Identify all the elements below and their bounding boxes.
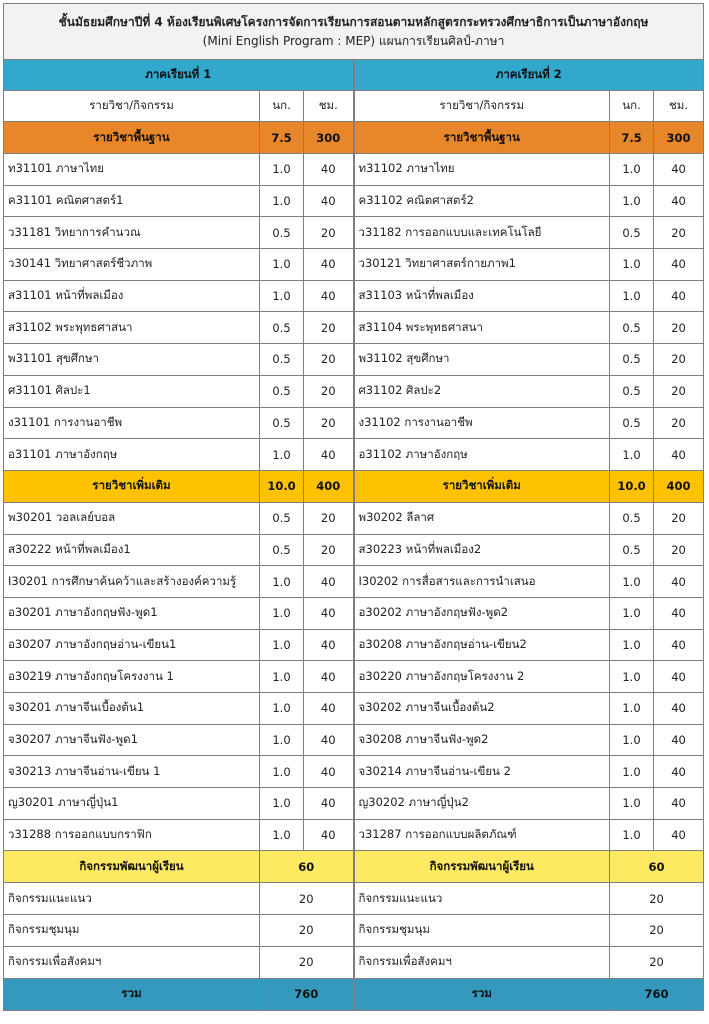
subject-name: ส31104 พระพุทธศาสนา [354,312,610,344]
subject-credits: 1.0 [610,819,654,851]
subject-hours: 20 [304,375,354,407]
section-credits: 7.5 [610,122,654,154]
table-row [4,344,704,376]
table-row [4,819,704,851]
subject-credits: 1.0 [610,724,654,756]
table-row [4,185,704,217]
subject-credits: 1.0 [260,597,304,629]
subject-hours: 40 [304,661,354,693]
subject-name: จ30201 ภาษาจีนเบื้องต้น1 [4,693,260,725]
subject-name: ว30121 วิทยาศาสตร์กายภาพ1 [354,249,610,281]
subject-credits: 1.0 [260,661,304,693]
subject-credits: 1.0 [610,629,654,661]
subject-name: จ30214 ภาษาจีนอ่าน-เขียน 2 [354,756,610,788]
subject-name: ง31101 การงานอาชีพ [4,407,260,439]
section-label: รายวิชาเพิ่มเติม [354,470,610,502]
semester-2-header: ภาคเรียนที่ 2 [354,60,704,91]
table-row [4,280,704,312]
subject-name: จ30213 ภาษาจีนอ่าน-เขียน 1 [4,756,260,788]
subject-credits: 1.0 [610,185,654,217]
subject-credits: 1.0 [260,629,304,661]
subject-hours: 40 [654,566,704,598]
subject-name: อ30219 ภาษาอังกฤษโครงงาน 1 [4,661,260,693]
subject-hours: 40 [654,597,704,629]
total-hours: 760 [260,978,354,1010]
curriculum-table-wrapper [3,3,703,1011]
section-hours: 300 [654,122,704,154]
activity-name: กิจกรรมแนะแนว [4,883,260,915]
subject-credits: 1.0 [260,280,304,312]
subject-credits: 1.0 [260,693,304,725]
subject-credits: 0.5 [260,217,304,249]
subject-hours: 20 [304,217,354,249]
subject-credits: 1.0 [260,788,304,820]
table-row [4,439,704,471]
subject-name: ว30141 วิทยาศาสตร์ชีวภาพ [4,249,260,281]
subject-hours: 40 [304,724,354,756]
subject-credits: 0.5 [610,375,654,407]
table-row [4,249,704,281]
section-label: กิจกรรมพัฒนาผู้เรียน [4,851,260,883]
section-label: รายวิชาพื้นฐาน [4,122,260,154]
subject-name: อ31101 ภาษาอังกฤษ [4,439,260,471]
subject-credits: 0.5 [260,502,304,534]
subject-hours: 20 [654,502,704,534]
section-hours: 60 [260,851,354,883]
subject-name: ว31182 การออกแบบและเทคโนโลยี [354,217,610,249]
column-header-hours: ชม. [654,91,704,122]
activity-hours: 20 [260,946,354,978]
subject-name: ญ30201 ภาษาญี่ปุ่น1 [4,788,260,820]
column-header-credits: นก. [260,91,304,122]
subject-name: อ30208 ภาษาอังกฤษอ่าน-เขียน2 [354,629,610,661]
subject-credits: 1.0 [610,280,654,312]
subject-credits: 1.0 [260,724,304,756]
activity-hours: 20 [260,883,354,915]
subject-hours: 40 [304,629,354,661]
subject-hours: 40 [654,439,704,471]
subject-hours: 40 [304,756,354,788]
subject-name: ส31101 หน้าที่พลเมือง [4,280,260,312]
subject-name: ส31102 พระพุทธศาสนา [4,312,260,344]
subject-name: I30201 การศึกษาค้นคว้าและสร้างองค์ความรู้ [4,566,260,598]
subject-credits: 1.0 [610,693,654,725]
section-credits: 10.0 [260,470,304,502]
total-hours: 760 [610,978,704,1010]
subject-hours: 20 [654,375,704,407]
title-line-1: ชั้นมัธยมศึกษาปีที่ 4 ห้องเรียนพิเศษโครงการจัดการเรียนการสอนตามหลักสูตรกระทรวงศึกษาธิการเป็นภาษาอังกฤษ [58,14,649,29]
subject-name: พ31101 สุขศึกษา [4,344,260,376]
activity-name: กิจกรรมชุมนุม [354,915,610,947]
table-row [4,597,704,629]
section-label: รายวิชาเพิ่มเติม [4,470,260,502]
activity-name: กิจกรรมชุมนุม [4,915,260,947]
section-hours: 60 [610,851,704,883]
table-row [4,375,704,407]
subject-hours: 40 [654,280,704,312]
subject-name: ส30222 หน้าที่พลเมือง1 [4,534,260,566]
subject-hours: 20 [654,344,704,376]
section-label: กิจกรรมพัฒนาผู้เรียน [354,851,610,883]
subject-hours: 40 [304,693,354,725]
subject-name: ค31101 คณิตศาสตร์1 [4,185,260,217]
subject-hours: 40 [304,788,354,820]
subject-hours: 40 [654,819,704,851]
subject-hours: 20 [654,534,704,566]
subject-credits: 1.0 [610,597,654,629]
subject-credits: 1.0 [260,566,304,598]
subject-name: จ30202 ภาษาจีนเบื้องต้น2 [354,693,610,725]
activity-row [4,883,704,915]
subject-name: ว31287 การออกแบบผลิตภัณฑ์ [354,819,610,851]
subject-hours: 20 [304,407,354,439]
activity-row [4,946,704,978]
curriculum-table [3,3,704,1011]
subject-hours: 40 [654,788,704,820]
subject-credits: 1.0 [610,756,654,788]
activities-header [4,851,704,883]
section-hours: 400 [654,470,704,502]
column-header-credits: นก. [610,91,654,122]
table-row [4,566,704,598]
subject-name: อ30220 ภาษาอังกฤษโครงงาน 2 [354,661,610,693]
section-credits: 7.5 [260,122,304,154]
subject-hours: 20 [654,407,704,439]
table-row [4,629,704,661]
subject-credits: 0.5 [610,534,654,566]
column-header-hours: ชม. [304,91,354,122]
section-credits: 10.0 [610,470,654,502]
table-row [4,661,704,693]
subject-credits: 1.0 [610,661,654,693]
subject-hours: 40 [654,693,704,725]
subject-name: ค31102 คณิตศาสตร์2 [354,185,610,217]
subject-hours: 40 [304,439,354,471]
subject-name: ง31102 การงานอาชีพ [354,407,610,439]
subject-hours: 40 [304,819,354,851]
subject-name: ท31102 ภาษาไทย [354,154,610,186]
subject-hours: 40 [654,756,704,788]
subject-credits: 0.5 [260,344,304,376]
subject-hours: 20 [304,534,354,566]
subject-credits: 0.5 [610,344,654,376]
subject-hours: 40 [654,185,704,217]
table-row [4,756,704,788]
subject-credits: 0.5 [610,502,654,534]
subject-name: ว31288 การออกแบบกราฟิก [4,819,260,851]
table-row [4,502,704,534]
subject-name: I30202 การสื่อสารและการนำเสนอ [354,566,610,598]
subject-credits: 0.5 [260,375,304,407]
subject-hours: 40 [654,154,704,186]
subject-name: ศ31102 ศิลปะ2 [354,375,610,407]
subject-credits: 1.0 [260,756,304,788]
subject-name: อ30207 ภาษาอังกฤษอ่าน-เขียน1 [4,629,260,661]
activity-name: กิจกรรมเพื่อสังคมฯ [4,946,260,978]
total-label: รวม [354,978,610,1010]
basic-subjects-header [4,122,704,154]
subject-hours: 20 [654,312,704,344]
subject-credits: 0.5 [260,534,304,566]
subject-hours: 40 [304,280,354,312]
subject-credits: 1.0 [610,788,654,820]
table-row [4,693,704,725]
column-header-subject: รายวิชา/กิจกรรม [354,91,610,122]
activity-row [4,915,704,947]
subject-credits: 0.5 [260,312,304,344]
table-row [4,312,704,344]
subject-hours: 20 [654,217,704,249]
title-line-2: (Mini English Program : MEP) แผนการเรียนศิลป์-ภาษา [202,33,505,48]
subject-credits: 1.0 [610,566,654,598]
subject-credits: 1.0 [260,249,304,281]
section-hours: 400 [304,470,354,502]
table-title [4,4,704,60]
subject-name: จ30208 ภาษาจีนฟัง-พูด2 [354,724,610,756]
extra-subjects-header [4,470,704,502]
section-hours: 300 [304,122,354,154]
subject-name: จ30207 ภาษาจีนฟัง-พูด1 [4,724,260,756]
table-row [4,534,704,566]
activity-hours: 20 [610,883,704,915]
subject-credits: 1.0 [260,819,304,851]
subject-name: ญ30202 ภาษาญี่ปุ่น2 [354,788,610,820]
subject-name: ศ31101 ศิลปะ1 [4,375,260,407]
subject-hours: 20 [304,312,354,344]
subject-credits: 1.0 [260,154,304,186]
subject-name: ว31181 วิทยาการคำนวณ [4,217,260,249]
subject-hours: 40 [304,597,354,629]
subject-credits: 1.0 [260,185,304,217]
subject-hours: 40 [304,249,354,281]
column-header-subject: รายวิชา/กิจกรรม [4,91,260,122]
subject-hours: 40 [654,724,704,756]
activity-name: กิจกรรมเพื่อสังคมฯ [354,946,610,978]
activity-hours: 20 [610,946,704,978]
subject-name: พ31102 สุขศึกษา [354,344,610,376]
total-label: รวม [4,978,260,1010]
subject-credits: 1.0 [610,154,654,186]
total-row [4,978,704,1010]
subject-name: อ30202 ภาษาอังกฤษฟัง-พูด2 [354,597,610,629]
subject-hours: 20 [304,344,354,376]
subject-name: พ30201 วอลเลย์บอล [4,502,260,534]
subject-credits: 0.5 [260,407,304,439]
subject-credits: 1.0 [610,249,654,281]
subject-credits: 1.0 [610,439,654,471]
subject-name: ส31103 หน้าที่พลเมือง [354,280,610,312]
subject-name: ท31101 ภาษาไทย [4,154,260,186]
subject-credits: 0.5 [610,312,654,344]
subject-name: อ31102 ภาษาอังกฤษ [354,439,610,471]
subject-credits: 0.5 [610,407,654,439]
subject-hours: 20 [304,502,354,534]
subject-hours: 40 [654,629,704,661]
subject-name: ส30223 หน้าที่พลเมือง2 [354,534,610,566]
subject-credits: 0.5 [610,217,654,249]
subject-name: พ30202 ลีลาศ [354,502,610,534]
subject-hours: 40 [654,661,704,693]
subject-hours: 40 [654,249,704,281]
activity-name: กิจกรรมแนะแนว [354,883,610,915]
subject-hours: 40 [304,566,354,598]
table-row [4,788,704,820]
subject-credits: 1.0 [260,439,304,471]
subject-name: อ30201 ภาษาอังกฤษฟัง-พูด1 [4,597,260,629]
subject-hours: 40 [304,185,354,217]
activity-hours: 20 [260,915,354,947]
table-row [4,154,704,186]
table-row [4,724,704,756]
table-row [4,217,704,249]
activity-hours: 20 [610,915,704,947]
semester-1-header: ภาคเรียนที่ 1 [4,60,354,91]
subject-hours: 40 [304,154,354,186]
table-row [4,407,704,439]
section-label: รายวิชาพื้นฐาน [354,122,610,154]
